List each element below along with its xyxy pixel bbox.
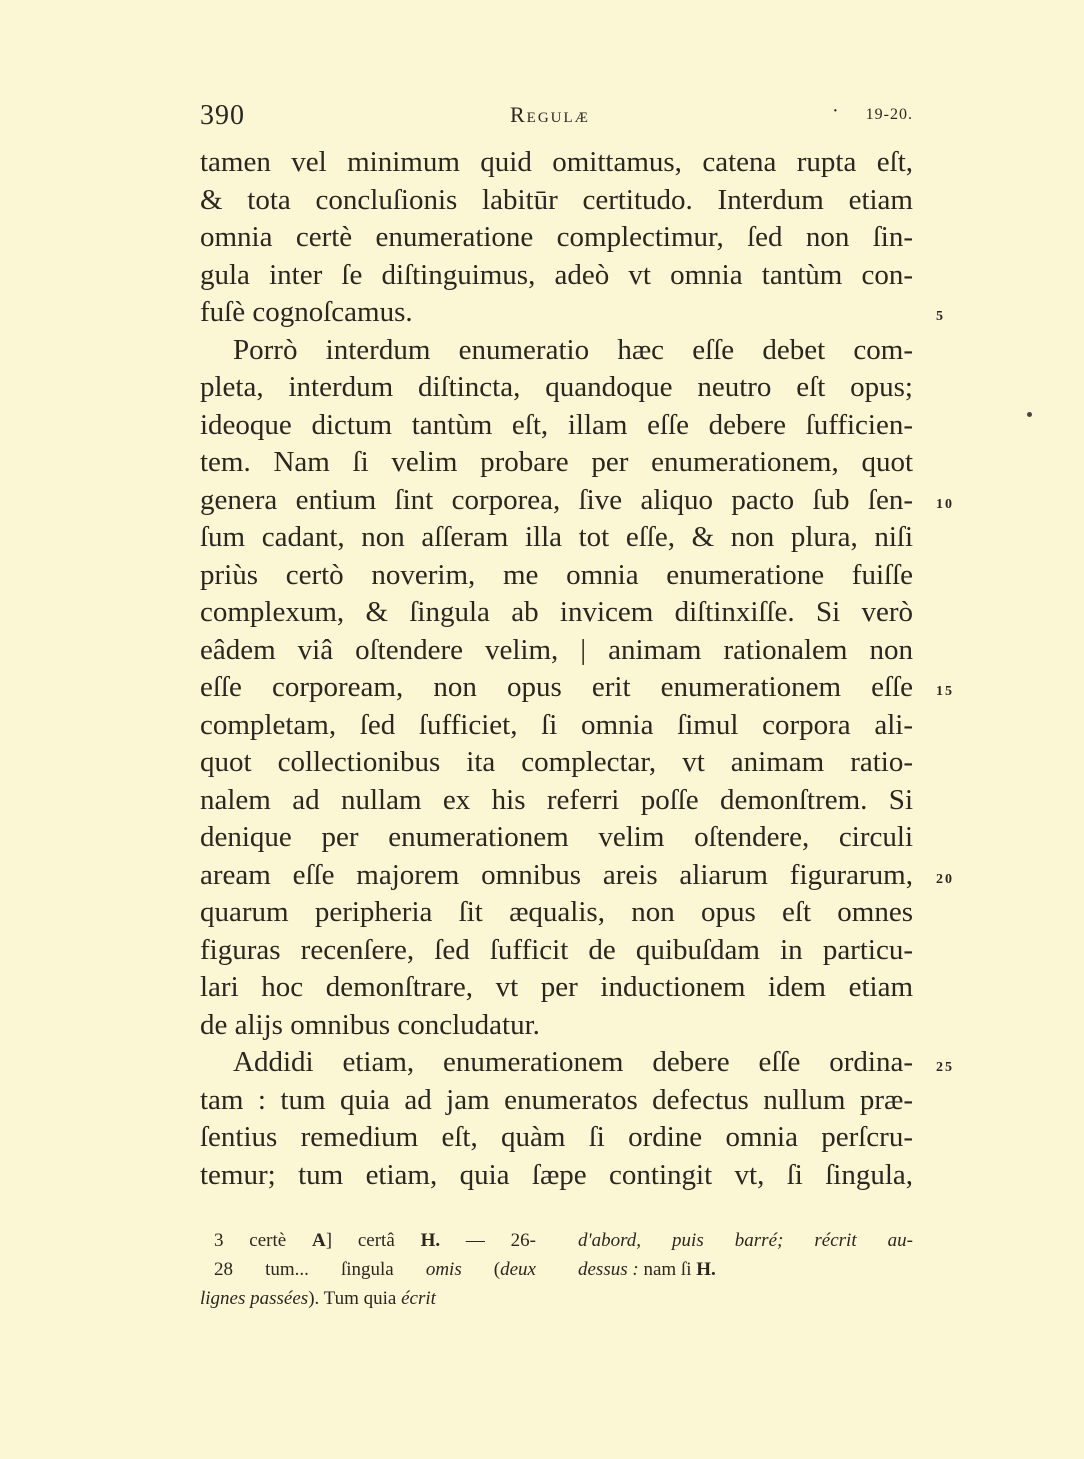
footnote-italic: deux bbox=[500, 1259, 536, 1280]
footnote-italic: dessus : bbox=[578, 1259, 639, 1280]
section-range: 19-20. bbox=[865, 106, 913, 123]
footnote-line bbox=[214, 1255, 536, 1284]
siglum: H. bbox=[696, 1259, 716, 1280]
text-line: de alijs omnibus concludatur. bbox=[200, 1008, 540, 1041]
line-number-15: 15 bbox=[936, 684, 954, 699]
text-line: denique per enumerationem velim oſtendere, circuli bbox=[200, 821, 913, 853]
line-number-10: 10 bbox=[936, 497, 954, 512]
text-line: quot collectionibus ita complectar, vt animam ratio- bbox=[200, 746, 913, 778]
text-line: nalem ad nullam ex his referri poſſe demonſtrem. Si bbox=[200, 783, 913, 816]
footnote-line bbox=[578, 1255, 913, 1284]
page-number: 390 bbox=[200, 100, 245, 131]
footnote-text: ). Tum quia bbox=[308, 1288, 402, 1309]
text-line: fuſè cognoſcamus. bbox=[200, 296, 413, 328]
footnote-text: 28 tum... ſingula bbox=[214, 1259, 426, 1280]
text-line: gula inter ſe diſtinguimus, adeò vt omnia tantùm con- bbox=[200, 258, 913, 291]
footnote-text: ( bbox=[461, 1259, 501, 1280]
text-line: eſſe corpoream, non opus erit enumerationem eſſe bbox=[200, 671, 913, 703]
footnote-italic: écrit bbox=[401, 1288, 436, 1309]
footnote-column-left bbox=[200, 1226, 537, 1313]
text-line: tam : tum quia ad jam enumeratos defectus nullum præ- bbox=[200, 1083, 913, 1116]
main-text bbox=[200, 144, 913, 1194]
line-number-5: 5 bbox=[936, 309, 945, 324]
text-line: Porrò interdum enumeratio hæc eſſe debet com- bbox=[233, 333, 913, 366]
text-line: ideoque dictum tantùm eſt, illam eſſe debere ſufficien- bbox=[200, 408, 913, 441]
footnote-text: nam ſi bbox=[638, 1259, 697, 1280]
text-line: tem. Nam ſi velim probare per enumerationem, quot bbox=[200, 446, 913, 478]
footnote-italic: omis bbox=[425, 1259, 462, 1280]
text-line: pleta, interdum diſtincta, quandoque neutro eſt opus; bbox=[200, 371, 913, 403]
siglum: H. bbox=[420, 1230, 441, 1251]
text-line: temur; tum etiam, quia ſæpe contingit vt, ſi ſingula, bbox=[200, 1158, 913, 1191]
footnote-line bbox=[200, 1284, 536, 1313]
margin-speck bbox=[1027, 412, 1032, 417]
footnote-text: ] certâ bbox=[325, 1230, 421, 1251]
footnote-line bbox=[578, 1226, 913, 1255]
header-dot: · bbox=[832, 100, 839, 122]
text-line: ſentius remedium eſt, quàm ſi ordine omnia perſcru- bbox=[200, 1121, 913, 1153]
running-head bbox=[200, 100, 913, 136]
text-line: genera entium ſint corporea, ſive aliquo pacto ſub ſen- bbox=[200, 483, 913, 516]
text-line: ſum cadant, non aſſeram illa tot eſſe, & non plura, niſi bbox=[200, 521, 913, 553]
footnote-column-right bbox=[578, 1226, 913, 1284]
footnote-line bbox=[214, 1226, 536, 1255]
text-line: eâdem viâ oſtendere velim, | animam rationalem non bbox=[200, 633, 913, 666]
footnote-text: 3 certè bbox=[214, 1230, 312, 1251]
text-line: tamen vel minimum quid omittamus, catena rupta eſt, bbox=[200, 146, 913, 178]
text-line: complexum, & ſingula ab invicem diſtinxiſſe. Si verò bbox=[200, 596, 913, 628]
running-title: Regulæ bbox=[510, 102, 591, 127]
line-number-20: 20 bbox=[936, 872, 954, 887]
text-line: & tota concluſionis labitūr certitudo. Interdum etiam bbox=[200, 183, 913, 216]
footnote-italic: lignes passées bbox=[200, 1288, 309, 1309]
footnote-text: — 26- bbox=[440, 1230, 537, 1251]
text-line: aream eſſe majorem omnibus areis aliarum figurarum, bbox=[200, 858, 913, 891]
text-line: completam, ſed ſufficiet, ſi omnia ſimul corpora ali- bbox=[200, 708, 913, 741]
text-line: lari hoc demonſtrare, vt per inductionem idem etiam bbox=[200, 971, 913, 1003]
text-line: omnia certè enumeratione complectimur, ſed non ſin- bbox=[200, 221, 913, 253]
footnote-italic: d'abord, puis barré; récrit au- bbox=[578, 1230, 913, 1251]
siglum: A bbox=[312, 1230, 326, 1251]
text-line: figuras recenſere, ſed ſufficit de quibuſdam in particu- bbox=[200, 933, 913, 966]
line-number-25: 25 bbox=[936, 1060, 954, 1075]
text-line: Addidi etiam, enumerationem debere eſſe ordina- bbox=[233, 1046, 913, 1078]
text-line: quarum peripheria ſit æqualis, non opus eſt omnes bbox=[200, 896, 913, 928]
text-line: priùs certò noverim, me omnia enumeratione fuiſſe bbox=[200, 558, 913, 591]
